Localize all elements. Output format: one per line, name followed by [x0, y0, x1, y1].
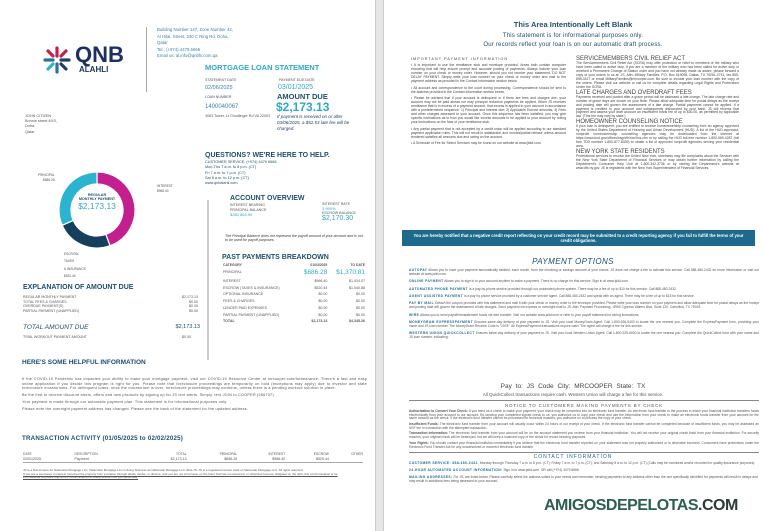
column-header: PRINCIPAL [219, 451, 238, 456]
important-item: • All account and correspondence to the court during processing. Correspondence should be sent to the address provided in the Contact Information section below. [411, 85, 566, 94]
column-header: OTHER [351, 451, 363, 456]
table-cell: ESCROW (TAXES & INSURANCE) [223, 285, 280, 290]
borrower-line: Qatar [25, 129, 35, 134]
watermark-tld: .COM [698, 497, 738, 514]
contact-item [409, 461, 759, 465]
address-phone: Tel.: (+974) 4479 6666 [157, 46, 201, 52]
trial-workout-row [23, 335, 191, 339]
address-line: Qatar [157, 40, 168, 45]
ny-title: NEW YORK STATE RESIDENTS [576, 149, 665, 156]
important-item: • A Schedule of Fee for Select Services may be found on our website at www.jsltd.com. [411, 141, 542, 145]
column-header: DATE [23, 451, 32, 456]
payment-option-heading: ONLINE PAYMENT [409, 279, 444, 284]
table-cell: $1,370.81 [336, 268, 365, 276]
contact-item-heading: CUSTOMER SERVICE: 888-480-2432, [409, 461, 479, 465]
payment-option-heading: WESTERN UNION QUICKCOLLECT [409, 331, 475, 336]
payment-option-heading: WIRE [409, 312, 420, 317]
bank-address [157, 27, 233, 60]
address-change-paragraph: Please note the overnight payment address has changed. Please see the back of the statement for the updated address. [22, 406, 249, 411]
table-cell: $0.00 [189, 309, 198, 314]
questions-contact [205, 160, 277, 186]
value: $966.40 [157, 189, 169, 193]
important-item: • Please be advised that if your account is delinquent or if there are fees and charges due, your account may not be paid ahead nor may principal reduction payments be applied. When JS receives remittance that is in excess of a payment amount, that excess is applied to your account in accordance with a predetermined sequence. 1) Principal and Interest due; 2) Applicable Escrow amounts; 3) Fees and other charges assessed to your account. Once this sequence has been satisfied, you may give specific instructions as to how you would like excess amounts to be applied to your account by noting your instructions on the face of your remittance stub. [411, 96, 566, 124]
table-cell: $966.40 [272, 457, 286, 462]
table-cell: $0.00 [189, 304, 198, 309]
watermark [544, 496, 738, 516]
table-cell: $0.00 [318, 299, 328, 304]
contact-title: CONTACT INFORMATION [533, 454, 613, 460]
payment-option-heading: AGENT ASSISTED PAYMENT [409, 293, 464, 298]
table-cell: $686.28 [224, 457, 238, 462]
contact-item [409, 468, 759, 472]
table-cell: PARTIAL PAYMENT (UNAPPLIED) [23, 309, 80, 314]
covid-paragraph: If the COVID-19 Pandemic has impacted your ability to make your mortgage payment, visit our COVID-19 Resource Center at mrcooper.com/forbearance. There's a fast and easy online application if you decide this program is right for you. Please note that foreclosure proceedings are temporarily on hold (exceptions may apply) due to investor and state foreclosure moratoriums. For delinquent loans, once the moratorium is over, foreclosure proceedings may continue, unless there is a pending workout solution in place. [22, 377, 367, 391]
autopay-paragraph: Your payment is made through our automatic payment plan. This statement is for informational purposes only. [22, 399, 228, 404]
successor-notice: If you are a successor in interest (received the property from a relative through death, devise, or divorce, and you are not a borrower on the loan) that has not assumed, or otherwise become obligated on the debt, this communication is for informational purposes only and is not an attempt to collect a debt from you personally. [23, 471, 338, 480]
table-row [23, 457, 363, 463]
hours-line: Sat 8 a.m. to 12 p.m. (CT) [205, 175, 249, 180]
table-cell: $2,173.13 [170, 457, 187, 462]
table-cell: $4,345.26 [349, 319, 365, 324]
table-cell: FEES & CHARGES [223, 299, 255, 304]
section-divider [207, 200, 209, 360]
table-cell: $520.44 [315, 457, 329, 462]
credit-report-banner: You are hereby notified that a negative credit report reflecting on your credit record may be submitted to a credit reporting agency if you fail to fulfill the terms of your credit obligations. [402, 230, 755, 246]
borrower-address [25, 114, 57, 135]
due-date-label: PAYMENT DUE DATE [279, 78, 315, 82]
statement-date-label: STATEMENT DATE [205, 78, 237, 82]
account-overview-title: ACCOUNT OVERVIEW [230, 195, 305, 202]
payment-option-text: Allows you to sign in to your account anytime to make a payment. There is no charge for this service. Sign in at www.jsltd.com. [444, 279, 629, 284]
table-row [223, 268, 365, 278]
payment-option-heading: AUTOMATED PHONE PAYMENT [409, 286, 469, 291]
donut-label-interest [157, 184, 173, 194]
table-cell: $0.00 [356, 292, 365, 297]
contact-item [409, 475, 759, 483]
notice-item-heading: Insufficient Funds: [409, 421, 439, 426]
table-cell: $0.00 [356, 305, 365, 310]
table-cell: $0.00 [318, 305, 328, 310]
contact-item-heading: MAILING ADDRESSES: [409, 475, 453, 479]
table-cell: TOTAL [223, 319, 235, 324]
table-cell: OPTIONAL INSURANCE [223, 292, 264, 297]
notice-item [409, 442, 759, 450]
informational-notice: This statement is for informational purposes only. [502, 33, 644, 39]
table-cell: $0.00 [356, 312, 365, 317]
donut-center-title: REGULAR [87, 193, 107, 197]
total-amount-due-label: TOTAL AMOUNT DUE [23, 324, 89, 331]
statement-front-page [0, 0, 376, 531]
table-row [223, 277, 365, 284]
table-cell: OVERDUE PAYMENT(S) [23, 304, 64, 309]
donut-center-value: $2,173.13 [78, 201, 116, 211]
principal-balance-note: The Principal Balance does not represent the payoff amount of your account and is not to be used for payoff purposes. [225, 234, 363, 242]
loan-number: 1400040067 [205, 104, 239, 110]
contact-item-text: Sign in to www.jsltd.com. OR call (+974) 4479 6666. [503, 468, 580, 472]
address-email: Email us: al.info@qnbfs.com.qa [157, 53, 218, 58]
notice-item-text: The electronic fund transfer from your account will usually occur within 24 hours of our receipt of your check. If the electronic fund transfer cannot be completed because of insufficient funds, you may be assessed an NSF fee in connection with the attempted transaction. [409, 421, 759, 430]
notice-item-text: If you send us a check to make your payment, your check may be converted into an electronic fund transfer. An electronic fund transfer is the process in which your financial institution transfers funds electronically from your account to our account. By sending your completed signed check to us, you authorize us to copy your check and use the information from your check to make an electronic funds transfer from your account for the same amount as the check. If the electronic fund transfer cannot be processed for technical reasons, you authorize us to process the copy of your check. [409, 408, 759, 421]
table-cell: $966.40 [314, 278, 328, 283]
helpful-info-title: HERE'S SOME HELPFUL INFORMATION [22, 359, 146, 366]
label: & INSURANCE [64, 266, 86, 271]
payment-option [409, 301, 759, 309]
total-amount-due-value: $2,173.13 [175, 324, 200, 330]
customer-service-phone: CUSTOMER SERVICE: (+974) 4479 6666 [205, 160, 277, 164]
column-header: TOTAL [176, 451, 187, 456]
donut-label-escrow [64, 251, 86, 281]
past-payments-table [223, 262, 365, 325]
trial-workout-value: $0.00 [182, 335, 191, 339]
interest-bearing-label: INTEREST BEARING [230, 203, 265, 207]
questions-title: QUESTIONS? WE'RE HERE TO HELP. [205, 152, 330, 159]
table-row [23, 309, 198, 314]
bank-subname: ALAHLI [79, 65, 109, 74]
table-cell: TOTAL FEES & CHARGES [23, 299, 67, 304]
value: $520.44 [64, 274, 76, 279]
payment-options-title: PAYMENT OPTIONS [532, 257, 614, 266]
interest-rate-label: INTEREST RATE [322, 202, 351, 206]
payment-option [409, 320, 759, 328]
column-header: 01/03/2025 [310, 262, 328, 267]
table-cell [329, 457, 363, 463]
column-header: INTEREST [268, 451, 286, 456]
label: TAXES [64, 259, 75, 264]
text-alerts-paragraph: Be the first to receive discount alerts, offers and new products by signing up for JS text alerts. Simply, text JOIN to COOPER (266737) [22, 393, 274, 398]
donut-slice-escrow [62, 220, 110, 248]
table-row [223, 284, 365, 291]
statement-date: 02/06/2025 [205, 85, 233, 91]
scra-title: SERVICEMEMBERS CIVIL RELIEF ACT [576, 56, 686, 62]
notice-item-text: You should contact your financial institution immediately if you believe that the electronic fund transfer reported on your statement was not properly authorized or is otherwise incorrect. Consumers have protections under the Electronic Fund Transfer Act for any unauthorized or incorrect electronic fund transfer. [409, 440, 760, 449]
table-cell: Payment [74, 457, 89, 462]
table-cell: $686.28 [303, 268, 328, 276]
past-payments-title: PAST PAYMENTS BREAKDOWN [222, 254, 329, 261]
important-title: IMPORTANT PAYMENT INFORMATION [411, 57, 509, 61]
table-cell: $0.00 [318, 312, 328, 317]
value: $686.28 [43, 177, 55, 182]
legal-footer [23, 469, 353, 480]
loan-number-label: LOAN NUMBER [205, 95, 232, 99]
payment-option [409, 287, 759, 291]
payment-option [409, 279, 759, 283]
bank-logo [43, 42, 124, 74]
transaction-activity-title: TRANSACTION ACTIVITY (01/05/2025 to 02/02/2025) [22, 435, 184, 442]
hours-line: Mon-Thu 7 a.m. to 8 p.m. (CT) [205, 165, 257, 170]
table-row [223, 318, 365, 325]
table-cell: REGULAR MONTHLY PAYMENT [23, 295, 77, 300]
bank-name: QNB [75, 42, 124, 67]
column-header: DESCRIPTION [74, 451, 98, 456]
contact-item-heading: 24-HOUR AUTOMATED ACCOUNT INFORMATION: [409, 468, 503, 472]
escrow-balance-label: ESCROW BALANCE [322, 211, 356, 215]
escrow-balance-value: $2,170.30 [322, 215, 354, 222]
table-cell: $0.00 [356, 299, 365, 304]
amount-due-label: AMOUNT DUE [277, 92, 328, 101]
borrower-name: JOHN CITIZEN [25, 114, 52, 118]
payment-options-list [409, 268, 759, 343]
table-cell: $520.44 [314, 285, 328, 290]
important-item: • Any partial payment that is not accepted by a credit union will be applied according to our standard payment application rules. This will not result in satisfaction and monies/partial release unless amount tendered satisfies all amounts due and owing on the account. [411, 126, 566, 139]
address-line: Building Number 147, Zone Number 42, [157, 27, 233, 32]
payment-option [409, 294, 759, 298]
notice-item-heading: Authorization to Convert Your Check: [409, 408, 468, 413]
notice-item [409, 432, 759, 440]
table-cell: $2,173.13 [182, 295, 198, 300]
hours-line: Fri 7 a.m. to 7 p.m. (CT) [205, 170, 246, 175]
payment-option-text: Is a pay by phone service provided by a customer service agent. Call 888-480-2432 and speak with an agent. There may be a fee of up to $15 for this service. [464, 293, 695, 298]
payment-option-heading: MONEYGRAM EXPRESSPAYMENT [409, 319, 474, 324]
column-header: TO DATE [350, 262, 365, 267]
payment-option-text: Detach the coupon provided with this statement and mail it with your check or money order to the envelope provided. Please write your loan number on your payment and allow adequate time for postal delays as the receipt and posting date will govern the assessment of late charges. Send payment via express or overnight mail to JS, Attn: Payment Processing - 8950 Cypress Waters Blvd, Suite 120, Carrollton, TX 75019. [409, 301, 759, 310]
due-date: 03/01/2025 [278, 84, 314, 91]
explanation-title: EXPLANATION OF AMOUNT DUE [23, 284, 134, 291]
scra-text: The Servicemembers Civil Relief Act (SCRA) may offer protection or relief to members of the military who have been called to active duty. If you are a member of the military who has been called for active duty or received a Permanent Change of Station order and you have not already made us aware, please forward a copy of your orders to us at: JS, Attn: Military Families, P.O. Box 619098, Dallas, TX 75261-0741, fax 855-895-0427 or email MilitaryFamilies@mrcooper.com. Be sure to include your loan number with the copy of the orders. Please visit our website or call us for complete details regarding Legal Rights and Protections Under the SCRA. [576, 61, 739, 89]
late-fee-note: If payment is received on or after 03/06/2025, a $52.53 late fee will be charged. [277, 114, 350, 131]
table-cell: $1,040.88 [349, 285, 365, 290]
payment-option-text: Allows you to have your payment automatically debited, each month, from the checking or savings account of your choice. JS does not charge a fee to activate this service. Call 888-480-2432 for more information or visit our website at www.jsltd.com. [409, 268, 759, 277]
borrower-line: Bonnie street 49/3, [25, 119, 57, 124]
check-notice [409, 400, 759, 453]
payment-option-text: Ensures same-day delivery of your payment to JS. Visit your local Western Union Agent. Call 1-800-325-6000 to locate the one nearest you. Complete the QuickCollect form with your name and JS loan number, indicating: [409, 331, 759, 340]
interest-rate-value: 3.990% [322, 206, 336, 211]
payment-option-text: Is a pay-by-phone service provided through our automated phone system. There may be a fee of up to $10 for this service. Call 888-480-2432. [469, 286, 677, 291]
contact-item-text: Monday through Thursday 7 a.m. to 8 p.m. (CT); Friday 7 a.m. to 7 p.m. (CT); and Saturday 8 a.m. to 12 p.m. (CT) (Calls may be monitored and/or recorded for quality assurance purposes). [479, 461, 756, 465]
important-item: • It is important to use the remittance stub and envelope provided. Areas both contain computer encoding that will help ensure prompt and accurate posting of payments. Always include your loan number on your check or money order. However, should you not receive your statement, DO NOT DELAY PAYMENT. Simply write your loan number on your check or money order and mail to the payment address as provided in the Contact Information section below. [411, 63, 566, 83]
check-notice-body [409, 410, 759, 450]
label: INTEREST [157, 184, 173, 188]
important-payment-info [411, 57, 566, 148]
intentionally-blank-title: This Area Intentionally Left Blank [513, 20, 633, 29]
hud-text: If your loan is delinquent, you are entitled to receive homeownership counseling from an agency approved by the United States Department of Housing and Urban Development (HUD). A list of the HUD-approved, nonprofit homeownership counseling agencies may be downloaded from the Internet at https://www.hud.gov/offices/hsg/sfh/hcc/hcs.cfm or by calling the HUD toll-free number 1-800-569-4287 (toll free TDD number 1-800-877-8339) to obtain a list of approved nonprofit agencies serving your residential area. [576, 124, 739, 149]
principal-balance-label: PRINCIPAL BALANCE [230, 207, 267, 212]
automatic-draft-notice: Our records reflect your loan is on our automatic draft process. [483, 42, 663, 48]
address-line: Al Hilal, Street, 230 C Ring Rd. Doha, [157, 33, 229, 39]
payment-option [409, 331, 759, 339]
check-notice-title: NOTICE TO CUSTOMERS MAKING PAYMENTS BY CHECK [505, 403, 663, 408]
table-row [223, 298, 365, 305]
notice-item-text: The electronic fund transfer from your account will be on the account statement you receive from your financial institution. You will not receive your original check back from your financial institution. For security reasons, your original check will be destroyed, but we will keep a scanned copy of the check for record keeping purposes. [409, 431, 760, 440]
table-cell: PRINCIPAL [223, 270, 242, 275]
header-divider [146, 27, 147, 92]
ny-text: Professional services to resolve the United New York, shortness may file complaints about the Servicer with the New York State Department of Financial Services or may obtain further information by calling the Department's Consumer Help Unit at 1-800-342-3736 or by visiting the Department's website at www.dfs.ny.gov. JS is registered with the New York Superintendent of Financial Services. [576, 154, 739, 170]
explanation-table [23, 295, 198, 313]
table-cell: 02/01/2025 [23, 457, 41, 462]
notice-item-heading: Your Rights: [409, 440, 429, 445]
label: ESCROW [64, 252, 79, 256]
notice-item-heading: Transaction Information: [409, 431, 448, 436]
label: PRINCIPAL [38, 173, 55, 177]
donut-label-principal [38, 173, 55, 182]
notice-item [409, 423, 759, 431]
hud-title: HOMEOWNER COUNSELING NOTICE [576, 119, 683, 126]
table-row [223, 291, 365, 298]
brand-notice: JS is a brand name for Nationstar Mortgage LLC. Nationstar Mortgage LLC is doing business as Nationstar Mortgage LLC d/b/a JS. JS is a registered service mark of Nationstar Mortgage LLC. All rights reserved. [23, 468, 304, 472]
pay-to-line: Pay to: JS Code City: MRCOOPER State: TX [500, 383, 646, 390]
pay-to-note: All QuickCollect transactions require cash. Western Union will charge a fee for this service. [482, 392, 664, 397]
watermark-main: AMIGOSDEPELOTAS [544, 497, 698, 514]
column-header: CATEGORY [223, 262, 242, 267]
late-charges-title: LATE CHARGES AND OVERDRAFT FEES [576, 89, 692, 96]
transaction-table [23, 451, 363, 463]
payment-option [409, 313, 759, 317]
donut-center-title: MONTHLY PAYMENT [78, 197, 116, 201]
amount-due: $2,173.13 [276, 100, 330, 114]
helpful-info-body [22, 377, 367, 411]
table-cell: LENDER PAID EXPENSES [223, 305, 268, 310]
legal-notices [576, 56, 739, 171]
table-row [223, 311, 365, 318]
notice-item [409, 410, 759, 422]
table-cell: $0.00 [189, 299, 198, 304]
table-cell: $1,934.07 [349, 278, 365, 283]
contact-item-text: For JS, are listed below. Please carefully select the address suited to your needs and remember, sending payments to any address other than the one specifically identified for payments will result in delays and may result in additional fees being assessed to your account. [409, 475, 758, 483]
late-charges-text: Payments received and posted after a grace period will be assessed a late charge. The late charge rate and number of grace days are shown on your Note. Please allow adequate time for postal delays as the receipt and posting date will govern the assessment of a late charge. Partial payments cannot be applied. If a payment is credited to your account and subsequently dishonored by your bank, JS will reverse that payment and assess your draft account an insufficient funds fee of up to $30.00, as permitted by applicable law. (This fee may vary by state.) [576, 94, 739, 119]
payment-option-heading: PAY BY MAIL [409, 301, 435, 306]
table-cell: $0.00 [318, 292, 328, 297]
property-address: 4063 Tower, Lt Chudlinger Rd VA 22003 [205, 114, 271, 118]
borrower-line: Doha, [25, 124, 36, 129]
contact-info [409, 461, 759, 486]
statement-title: MORTGAGE LOAN STATEMENT [205, 63, 320, 72]
important-list [411, 63, 566, 145]
payment-option-text: Ensures same-day delivery of your payment to JS. Visit your local MoneyGram Agent. Call 1-800-926-9400 to locate the one nearest you. Complete the ExpressPayment form, providing your name and JS loan number. The MoneyGram Receive Code is "1578". All ExpressPayment transactions require cash. The agent will charge a fee for this service. [409, 319, 759, 328]
total-amount-due-row [23, 324, 203, 331]
table-cell: PARTIAL PAYMENT (UNAPPLIED) [223, 312, 280, 317]
payment-option [409, 268, 759, 276]
column-header: ESCROW [313, 451, 329, 456]
payment-option-heading: AUTOPAY [409, 268, 428, 272]
table-cell: $2,173.13 [311, 319, 328, 324]
payment-option-text: Allows you to send payoff/reinstatement funds via wire transfer. Visit our website www.jsltd.com or refer to your payoff statement for wiring instructions. [419, 312, 640, 317]
principal-balance-value: $350,864.90 [230, 212, 253, 217]
statement-back-page [383, 0, 763, 531]
table-row [223, 305, 365, 312]
table-cell: INTEREST [223, 278, 241, 283]
trial-workout-label: TRIAL WORKOUT PAYMENT AMOUNT [23, 335, 87, 339]
qnb-logo-icon [43, 46, 71, 74]
website-link[interactable]: www.qnbalahli.com [205, 181, 238, 186]
donut-center [66, 193, 128, 211]
